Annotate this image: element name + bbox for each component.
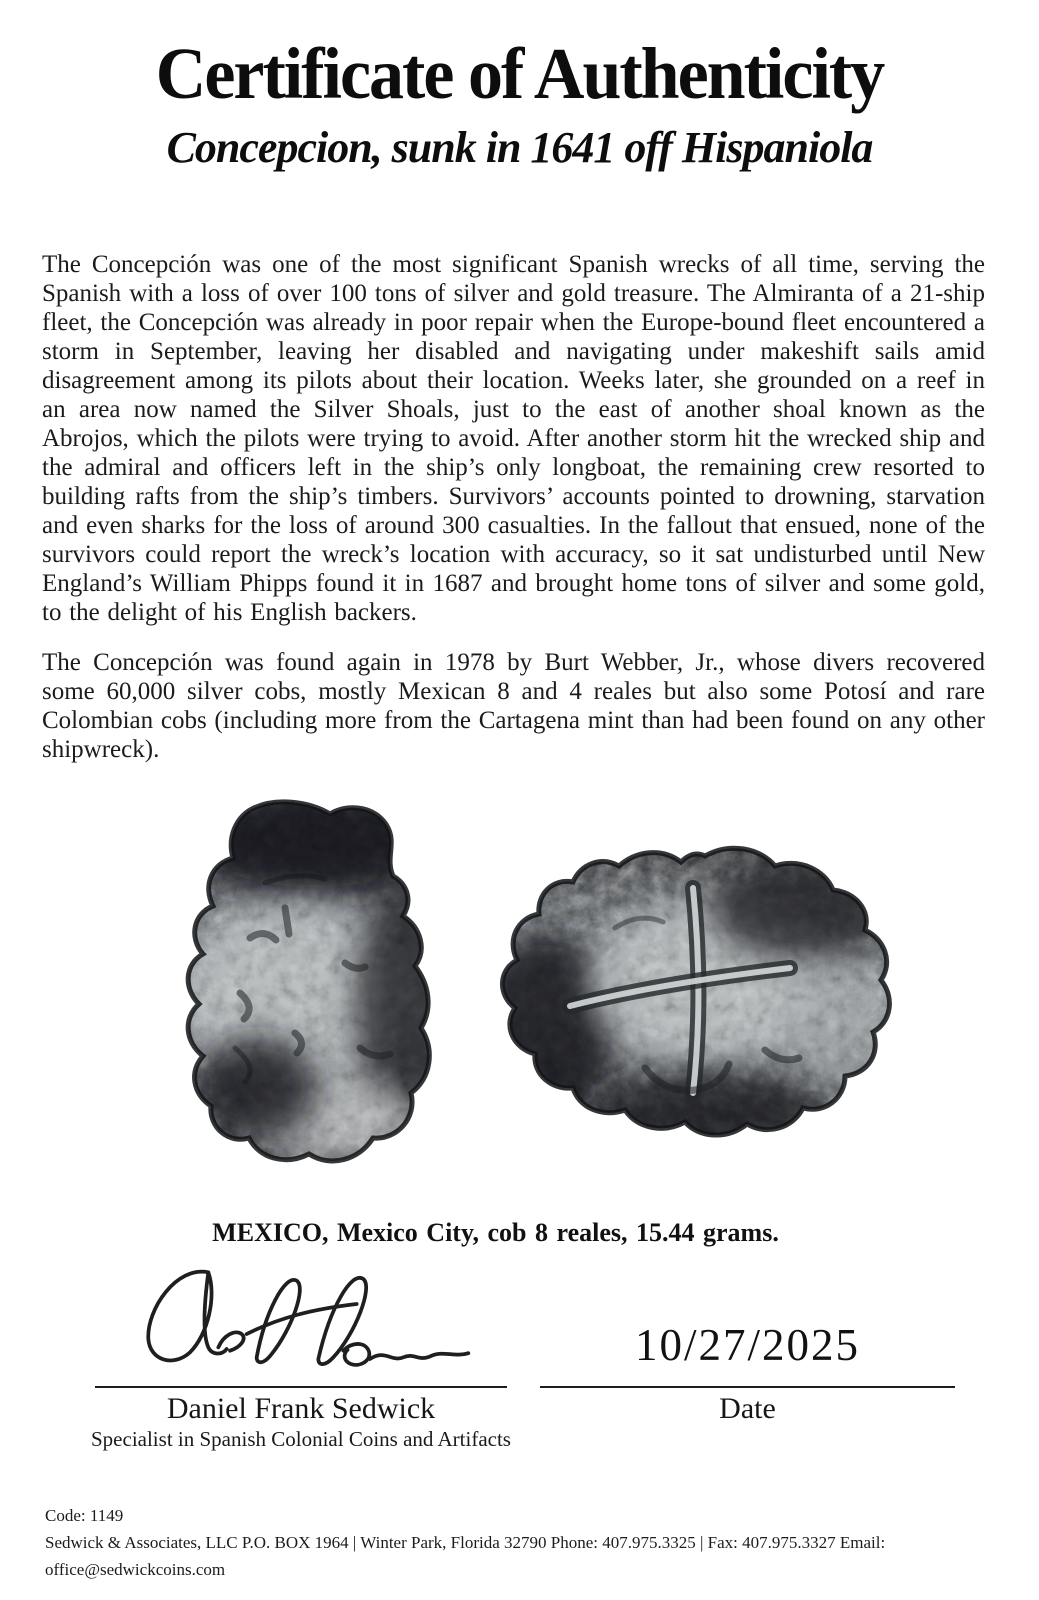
certificate-code: Code: 1149 [45, 1506, 124, 1525]
certificate-body [42, 250, 985, 785]
date-value: 10/27/2025 [634, 1320, 860, 1370]
signature-image [125, 1253, 475, 1385]
date-line [540, 1386, 955, 1388]
coin-caption: MEXICO, Mexico City, cob 8 reales, 15.44 grams. [212, 1218, 779, 1247]
page-title: Certificate of Authenticity [155, 34, 884, 115]
coin-reverse-photo [473, 828, 905, 1178]
signature-line [95, 1386, 507, 1388]
signer-name: Daniel Frank Sedwick [166, 1392, 436, 1425]
coin-obverse-photo [145, 788, 485, 1178]
signer-title: Specialist in Spanish Colonial Coins and Artifacts [91, 1427, 511, 1451]
company-contact-line: Sedwick & Associates, LLC P.O. BOX 1964 | Winter Park, Florida 32790 Phone: 407.975.3325 | Fax: 407.975.3327 Email: office@sedwickcoins.com [45, 1533, 886, 1579]
coin-photos [145, 788, 905, 1178]
certificate-header [0, 34, 1039, 173]
history-paragraph-2: The Concepción was found again in 1978 by Burt Webber, Jr., whose divers recovered some 60,000 silver cobs, mostly Mexican 8 and 4 reales but also some Potosí and rare Colombian cobs (including more from the Cartagena mint than had been found on any other shipwreck). [42, 649, 985, 763]
history-paragraph-1: The Concepción was one of the most significant Spanish wrecks of all time, serving the Spanish with a loss of over 100 tons of silver and gold treasure. The Almiranta of a 21-ship fleet, the Concepción was already in poor repair when the Europe-bound fleet encountered a storm in September, leaving her disabled and navigating under makeshift sails amid disagreement among its pilots about their location. Weeks later, she grounded on a reef in an area now named the Silver Shoals, just to the east of another shoal known as the Abrojos, which the pilots were trying to avoid. After another storm hit the wrecked ship and the admiral and officers left in the ship’s only longboat, the remaining crew resorted to building rafts from the ship’s timbers. Survivors’ accounts pointed to drowning, starvation and even sharks for the loss of around 300 casualties. In the fallout that ensued, none of the survivors could report the wreck’s location with accuracy, so it sat undisturbed until New England’s William Phipps found it in 1687 and brought home tons of silver and some gold, to the delight of his English backers. [42, 251, 985, 626]
page-subtitle: Concepcion, sunk in 1641 off Hispaniola [166, 122, 873, 172]
certificate-footer [45, 1502, 1005, 1583]
date-label: Date [719, 1392, 776, 1425]
